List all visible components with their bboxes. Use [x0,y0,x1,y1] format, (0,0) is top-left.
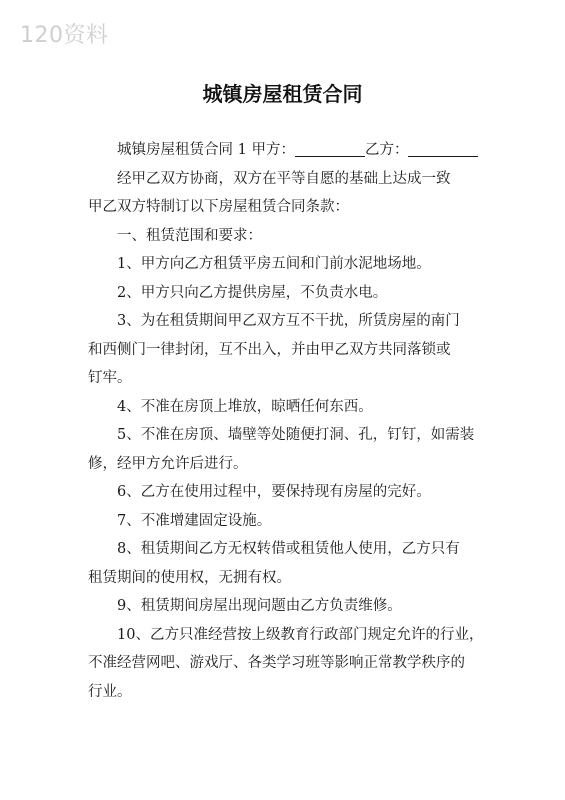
party-a-label: 城镇房屋租赁合同 1 甲方： [117,142,295,158]
page-title: 城镇房屋租赁合同 [202,82,363,106]
clause-10-cont: 不准经营网吧、游戏厅、各类学习班等影响正常教学秩序的 [88,655,465,671]
party-b-blank [408,142,478,158]
clause-8-cont: 租赁期间的使用权，无拥有权。 [88,569,291,586]
clause-1: 1、甲方向乙方租赁平房五间和门前水泥地场地。 [117,256,431,272]
watermark: 120资料 [20,23,109,48]
clause-10-cont: 行业。 [88,683,132,700]
clause-4: 4、不准在房顶上堆放，晾晒任何东西。 [117,398,373,415]
section-heading: 一、租赁范围和要求： [117,227,262,244]
clause-3-cont: 钉牢。 [88,370,132,386]
clause-2: 2、甲方只向乙方提供房屋，不负责水电。 [117,284,388,301]
party-line [88,136,492,165]
clause-9: 9、租赁期间房屋出现问题由乙方负责维修。 [117,598,402,614]
clause-7: 7、不准增建固定设施。 [117,512,272,529]
paragraph-line: 经甲乙双方协商，双方在平等自愿的基础上达成一致 [117,170,451,187]
clause-5-cont: 修，经甲方允许后进行。 [88,455,248,472]
paragraph-line: 甲乙双方特制订以下房屋租赁合同条款： [88,199,349,215]
party-a-blank [295,142,365,158]
clause-8: 8、租赁期间乙方无权转借或租赁他人使用，乙方只有 [117,541,460,557]
clause-10: 10、乙方只准经营按上级教育行政部门规定允许的行业， [117,626,484,643]
clause-6: 6、乙方在使用过程中，要保持现有房屋的完好。 [117,484,431,500]
clause-3: 3、为在租赁期间甲乙双方互不干扰，所赁房屋的南门 [117,313,460,329]
clause-5: 5、不准在房顶、墙壁等处随便打洞、孔，钉钉，如需装 [117,427,475,443]
party-b-label: 乙方： [364,142,409,158]
clause-3-cont: 和西侧门一律封闭，互不出入，并由甲乙双方共同落锁或 [88,341,451,358]
document-body [88,136,492,706]
